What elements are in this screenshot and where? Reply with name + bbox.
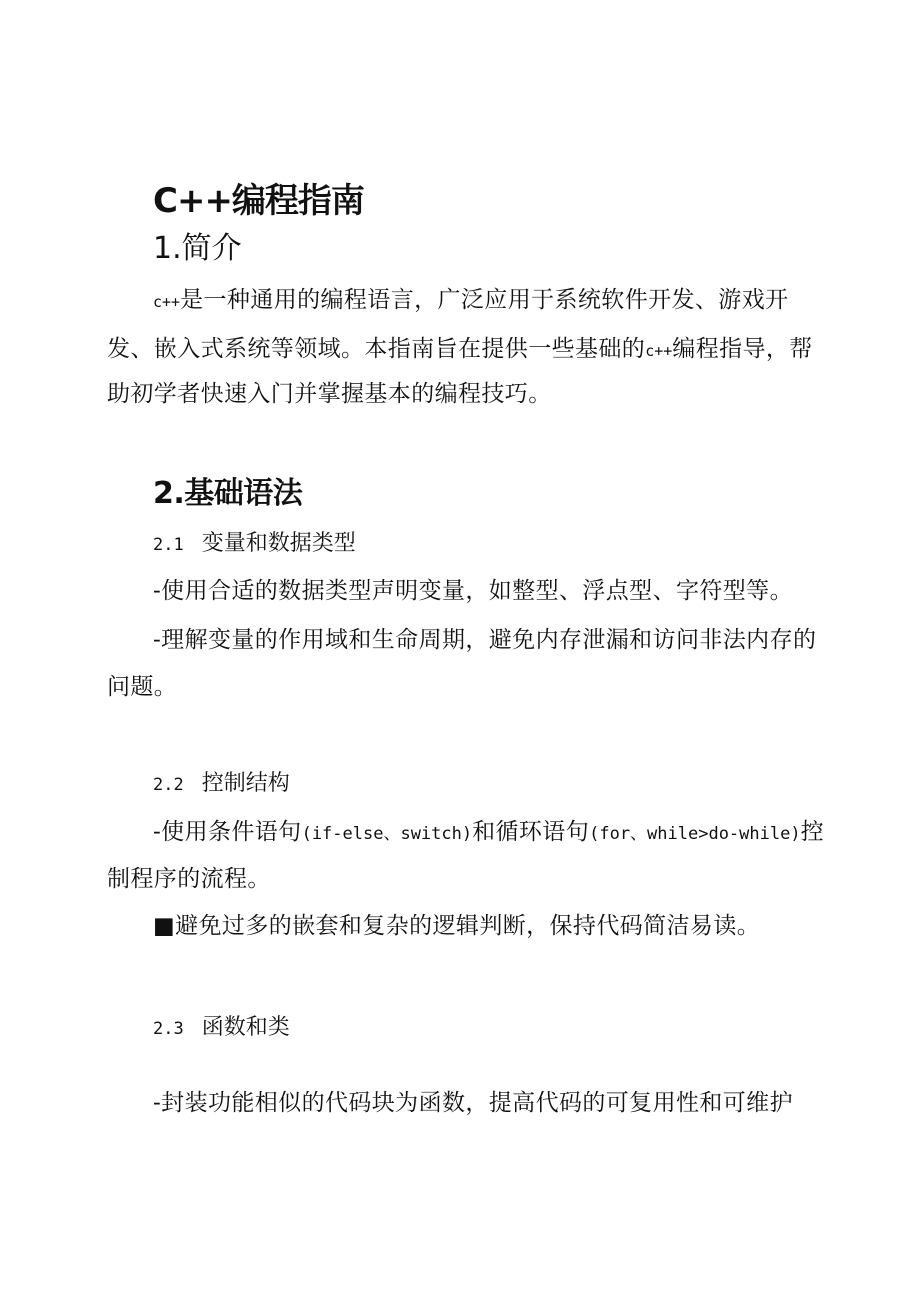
- inline-code: c++: [153, 293, 181, 311]
- subsection-heading: [153, 773, 290, 795]
- section-heading-intro: 1.简介: [153, 231, 242, 266]
- paragraph-text: 发、嵌入式系统等领域。本指南旨在提供一些基础的: [107, 336, 646, 362]
- subsection-number: 2.1: [153, 535, 184, 555]
- paragraph-text: 助初学者快速入门并掌握基本的编程技巧。: [107, 381, 552, 407]
- paragraph-text: 和循环语句: [472, 819, 590, 845]
- paragraph-text: 是一种通用的编程语言，广泛应用于系统软件开发、游戏开: [180, 287, 789, 313]
- bullet-line: ■避免过多的嵌套和复杂的逻辑判断，保持代码简洁易读。: [153, 913, 761, 939]
- bullet-line: -封装功能相似的代码块为函数，提高代码的可复用性和可维护: [153, 1090, 793, 1116]
- paragraph-text: -使用条件语句: [153, 819, 302, 845]
- bullet-line: -使用合适的数据类型声明变量，如整型、浮点型、字符型等。: [153, 578, 793, 604]
- bullet-line: 制程序的流程。: [107, 866, 271, 892]
- subsection-number: 2.3: [153, 1019, 184, 1039]
- section-heading-basics: 2.基础语法: [153, 476, 303, 511]
- inline-code: c++: [645, 342, 673, 360]
- bullet-line: [153, 821, 824, 844]
- paragraph-text: 控: [800, 819, 824, 845]
- bullet-line: 问题。: [107, 674, 178, 700]
- subsection-title: 控制结构: [201, 771, 290, 796]
- intro-paragraph-line: [107, 383, 552, 406]
- bullet-line: -理解变量的作用域和生命周期，避免内存泄漏和访问非法内存的: [153, 627, 817, 653]
- subsection-number: 2.2: [153, 775, 184, 795]
- inline-code: (if-else、switch): [301, 824, 473, 844]
- paragraph-text: 编程指导，帮: [672, 336, 813, 362]
- inline-code: (for、while>do-while): [589, 824, 801, 844]
- subsection-title: 变量和数据类型: [201, 531, 356, 556]
- intro-paragraph-line: [107, 338, 813, 361]
- document-title: C++编程指南: [153, 181, 364, 221]
- subsection-title: 函数和类: [201, 1015, 290, 1040]
- intro-paragraph-line: [153, 289, 789, 312]
- subsection-heading: [153, 533, 356, 555]
- subsection-heading: [153, 1017, 290, 1039]
